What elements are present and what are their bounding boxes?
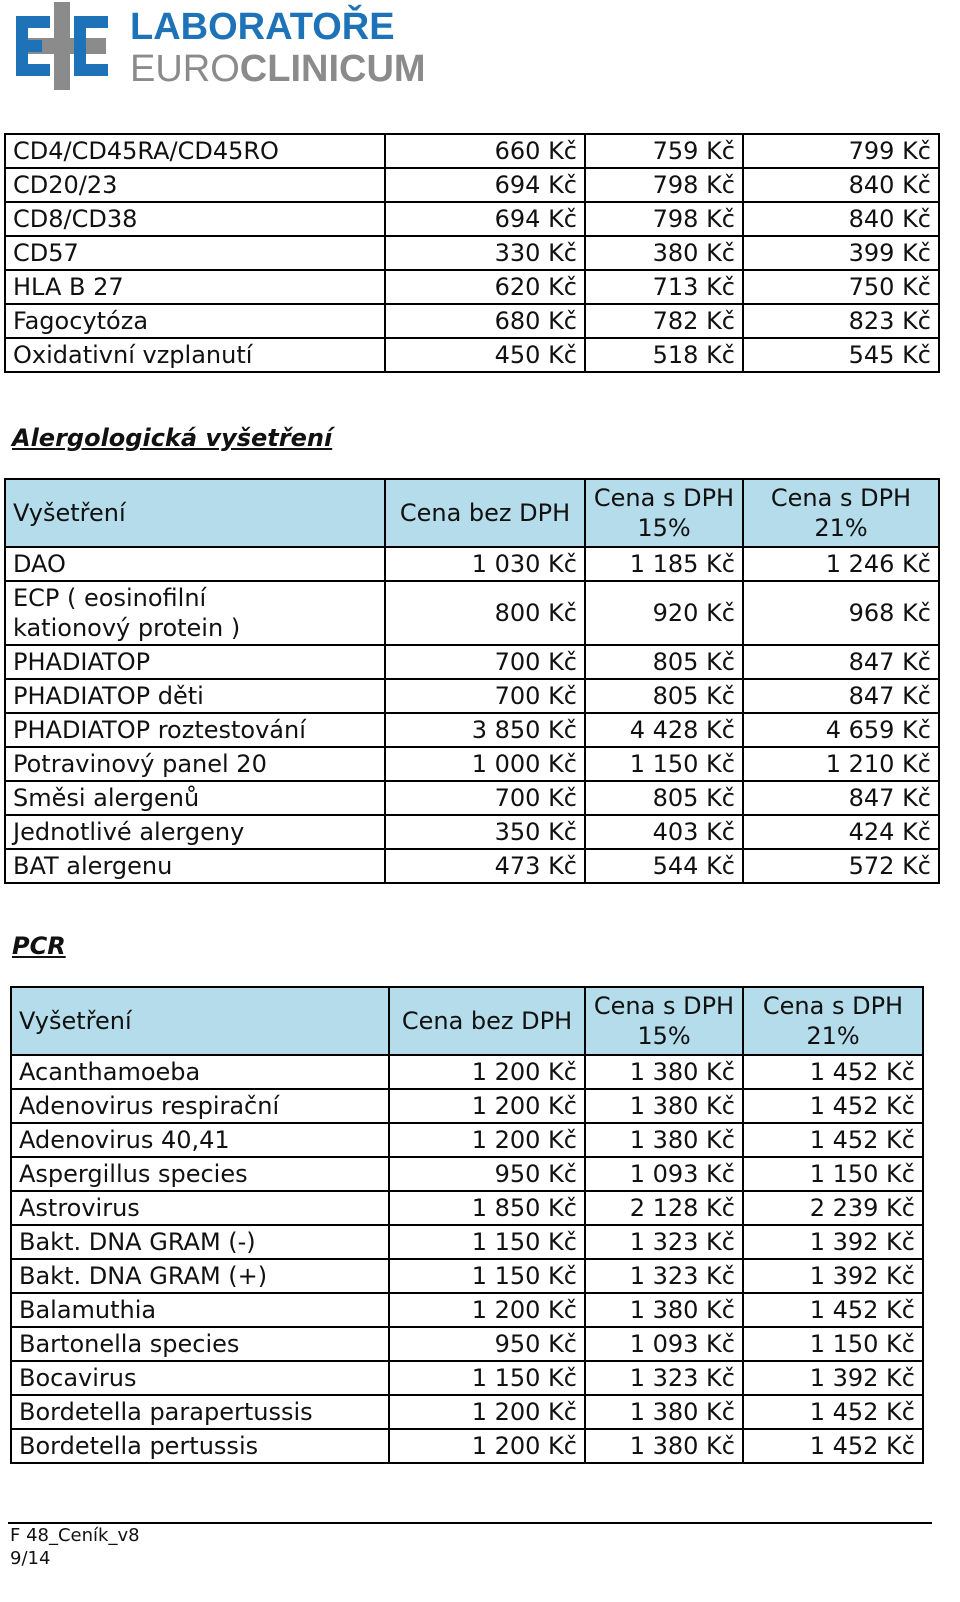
price-vat15-cell: 4 428 Kč xyxy=(585,713,743,747)
test-name-cell: DAO xyxy=(5,547,385,581)
price-table-continued xyxy=(4,133,940,373)
test-name-cell: Fagocytóza xyxy=(5,304,385,338)
header-cell: Cena s DPH 15% xyxy=(585,987,743,1055)
price-no-vat-cell: 700 Kč xyxy=(385,645,585,679)
price-vat15-cell: 782 Kč xyxy=(585,304,743,338)
price-vat21-cell: 1 150 Kč xyxy=(743,1157,923,1191)
price-vat15-cell: 805 Kč xyxy=(585,645,743,679)
table-row xyxy=(5,236,939,270)
table-row xyxy=(11,1123,923,1157)
table-row xyxy=(5,849,939,883)
test-name-cell: HLA B 27 xyxy=(5,270,385,304)
price-vat21-cell: 799 Kč xyxy=(743,134,939,168)
price-no-vat-cell: 660 Kč xyxy=(385,134,585,168)
price-vat15-cell: 544 Kč xyxy=(585,849,743,883)
price-table-pcr xyxy=(10,986,924,1464)
table-row xyxy=(5,581,939,645)
price-vat21-cell: 840 Kč xyxy=(743,168,939,202)
table-row xyxy=(11,1089,923,1123)
price-vat15-cell: 1 380 Kč xyxy=(585,1395,743,1429)
price-no-vat-cell: 1 200 Kč xyxy=(389,1123,585,1157)
price-no-vat-cell: 1 200 Kč xyxy=(389,1293,585,1327)
price-no-vat-cell: 950 Kč xyxy=(389,1157,585,1191)
test-name-cell: Astrovirus xyxy=(11,1191,389,1225)
header-cell: Vyšetření xyxy=(5,479,385,547)
price-vat21-cell: 424 Kč xyxy=(743,815,939,849)
price-vat15-cell: 920 Kč xyxy=(585,581,743,645)
price-vat15-cell: 1 380 Kč xyxy=(585,1123,743,1157)
test-name-cell: PHADIATOP xyxy=(5,645,385,679)
price-no-vat-cell: 620 Kč xyxy=(385,270,585,304)
test-name-cell: CD20/23 xyxy=(5,168,385,202)
price-no-vat-cell: 1 200 Kč xyxy=(389,1395,585,1429)
price-vat15-cell: 380 Kč xyxy=(585,236,743,270)
table-header-row xyxy=(5,479,939,547)
price-no-vat-cell: 473 Kč xyxy=(385,849,585,883)
header-cell: Cena bez DPH xyxy=(385,479,585,547)
price-vat15-cell: 2 128 Kč xyxy=(585,1191,743,1225)
test-name-cell: Adenovirus 40,41 xyxy=(11,1123,389,1157)
price-vat21-cell: 847 Kč xyxy=(743,645,939,679)
logo-text-line1: LABORATOŘE xyxy=(130,6,395,48)
price-vat21-cell: 1 452 Kč xyxy=(743,1123,923,1157)
table-row xyxy=(5,815,939,849)
price-vat21-cell: 1 210 Kč xyxy=(743,747,939,781)
price-vat15-cell: 1 380 Kč xyxy=(585,1293,743,1327)
price-no-vat-cell: 1 000 Kč xyxy=(385,747,585,781)
price-vat21-cell: 1 452 Kč xyxy=(743,1089,923,1123)
table-row xyxy=(5,134,939,168)
table-row xyxy=(11,1429,923,1463)
price-vat15-cell: 1 380 Kč xyxy=(585,1429,743,1463)
price-vat21-cell: 2 239 Kč xyxy=(743,1191,923,1225)
price-vat15-cell: 1 323 Kč xyxy=(585,1225,743,1259)
price-no-vat-cell: 3 850 Kč xyxy=(385,713,585,747)
price-vat15-cell: 713 Kč xyxy=(585,270,743,304)
test-name-cell: ECP ( eosinofilní kationový protein ) xyxy=(5,581,385,645)
table-row xyxy=(11,1395,923,1429)
price-vat21-cell: 1 392 Kč xyxy=(743,1361,923,1395)
test-name-cell: Balamuthia xyxy=(11,1293,389,1327)
price-no-vat-cell: 950 Kč xyxy=(389,1327,585,1361)
footer-document-id: F 48_Ceník_v8 xyxy=(10,1525,140,1546)
test-name-cell: Aspergillus species xyxy=(11,1157,389,1191)
test-name-cell: Bakt. DNA GRAM (-) xyxy=(11,1225,389,1259)
price-vat15-cell: 1 185 Kč xyxy=(585,547,743,581)
price-vat15-cell: 1 323 Kč xyxy=(585,1259,743,1293)
ec-logo-mark-icon xyxy=(12,2,112,90)
table-row xyxy=(11,1157,923,1191)
price-no-vat-cell: 694 Kč xyxy=(385,168,585,202)
price-no-vat-cell: 330 Kč xyxy=(385,236,585,270)
test-name-cell: Bocavirus xyxy=(11,1361,389,1395)
table-row xyxy=(5,304,939,338)
price-vat15-cell: 805 Kč xyxy=(585,679,743,713)
price-vat15-cell: 518 Kč xyxy=(585,338,743,372)
price-vat21-cell: 968 Kč xyxy=(743,581,939,645)
test-name-cell: Bordetella pertussis xyxy=(11,1429,389,1463)
test-name-cell: BAT alergenu xyxy=(5,849,385,883)
table-row xyxy=(5,547,939,581)
table-row xyxy=(5,202,939,236)
test-name-cell: PHADIATOP děti xyxy=(5,679,385,713)
table-row xyxy=(11,1293,923,1327)
price-vat15-cell: 1 150 Kč xyxy=(585,747,743,781)
price-no-vat-cell: 680 Kč xyxy=(385,304,585,338)
header-cell: Cena s DPH 15% xyxy=(585,479,743,547)
table-row xyxy=(5,747,939,781)
table-row xyxy=(5,713,939,747)
price-vat15-cell: 1 380 Kč xyxy=(585,1055,743,1089)
price-vat15-cell: 1 093 Kč xyxy=(585,1327,743,1361)
price-vat21-cell: 1 452 Kč xyxy=(743,1293,923,1327)
table-row xyxy=(5,645,939,679)
price-vat15-cell: 759 Kč xyxy=(585,134,743,168)
test-name-cell: Oxidativní vzplanutí xyxy=(5,338,385,372)
table-row xyxy=(5,781,939,815)
table-row xyxy=(5,270,939,304)
price-vat21-cell: 572 Kč xyxy=(743,849,939,883)
price-vat21-cell: 1 452 Kč xyxy=(743,1055,923,1089)
test-name-cell: Jednotlivé alergeny xyxy=(5,815,385,849)
price-table-allergology xyxy=(4,478,940,884)
logo-text-euro: EURO xyxy=(130,48,240,90)
test-name-cell: Acanthamoeba xyxy=(11,1055,389,1089)
price-no-vat-cell: 1 150 Kč xyxy=(389,1361,585,1395)
table-header-row xyxy=(11,987,923,1055)
price-vat21-cell: 399 Kč xyxy=(743,236,939,270)
price-vat15-cell: 403 Kč xyxy=(585,815,743,849)
header-cell: Cena s DPH 21% xyxy=(743,987,923,1055)
price-vat15-cell: 798 Kč xyxy=(585,168,743,202)
price-vat21-cell: 1 392 Kč xyxy=(743,1225,923,1259)
logo-text-line2 xyxy=(130,48,426,91)
price-no-vat-cell: 1 200 Kč xyxy=(389,1089,585,1123)
price-vat15-cell: 805 Kč xyxy=(585,781,743,815)
price-vat21-cell: 4 659 Kč xyxy=(743,713,939,747)
price-vat15-cell: 1 380 Kč xyxy=(585,1089,743,1123)
lab-logo xyxy=(12,2,452,90)
price-vat21-cell: 1 150 Kč xyxy=(743,1327,923,1361)
price-vat21-cell: 750 Kč xyxy=(743,270,939,304)
price-vat21-cell: 823 Kč xyxy=(743,304,939,338)
price-no-vat-cell: 1 150 Kč xyxy=(389,1259,585,1293)
table-row xyxy=(11,1259,923,1293)
price-vat21-cell: 847 Kč xyxy=(743,679,939,713)
price-no-vat-cell: 700 Kč xyxy=(385,679,585,713)
test-name-cell: Adenovirus respirační xyxy=(11,1089,389,1123)
test-name-cell: Potravinový panel 20 xyxy=(5,747,385,781)
footer-divider xyxy=(8,1522,932,1524)
table-row xyxy=(5,168,939,202)
test-name-cell: Bakt. DNA GRAM (+) xyxy=(11,1259,389,1293)
price-vat21-cell: 1 452 Kč xyxy=(743,1395,923,1429)
price-vat15-cell: 1 323 Kč xyxy=(585,1361,743,1395)
table-row xyxy=(11,1055,923,1089)
price-no-vat-cell: 694 Kč xyxy=(385,202,585,236)
price-no-vat-cell: 350 Kč xyxy=(385,815,585,849)
test-name-cell: Bartonella species xyxy=(11,1327,389,1361)
test-name-cell: CD4/CD45RA/CD45RO xyxy=(5,134,385,168)
price-vat15-cell: 798 Kč xyxy=(585,202,743,236)
price-no-vat-cell: 1 030 Kč xyxy=(385,547,585,581)
price-no-vat-cell: 450 Kč xyxy=(385,338,585,372)
table-row xyxy=(11,1225,923,1259)
price-no-vat-cell: 1 200 Kč xyxy=(389,1429,585,1463)
table-row xyxy=(5,679,939,713)
test-name-cell: Bordetella parapertussis xyxy=(11,1395,389,1429)
test-name-cell: CD8/CD38 xyxy=(5,202,385,236)
price-vat21-cell: 1 392 Kč xyxy=(743,1259,923,1293)
logo-text-clinicum: CLINICUM xyxy=(239,48,426,90)
price-no-vat-cell: 1 850 Kč xyxy=(389,1191,585,1225)
table-row xyxy=(11,1361,923,1395)
header-cell: Vyšetření xyxy=(11,987,389,1055)
price-no-vat-cell: 1 150 Kč xyxy=(389,1225,585,1259)
test-name-cell: Směsi alergenů xyxy=(5,781,385,815)
table-row xyxy=(5,338,939,372)
price-no-vat-cell: 1 200 Kč xyxy=(389,1055,585,1089)
price-vat21-cell: 1 246 Kč xyxy=(743,547,939,581)
header-cell: Cena bez DPH xyxy=(389,987,585,1055)
footer-page-number: 9/14 xyxy=(10,1548,51,1569)
test-name-cell: CD57 xyxy=(5,236,385,270)
price-vat21-cell: 840 Kč xyxy=(743,202,939,236)
section-title-pcr: PCR xyxy=(12,932,66,960)
header-cell: Cena s DPH 21% xyxy=(743,479,939,547)
price-vat15-cell: 1 093 Kč xyxy=(585,1157,743,1191)
test-name-cell: PHADIATOP roztestování xyxy=(5,713,385,747)
section-title-allergology: Alergologická vyšetření xyxy=(12,424,333,452)
price-vat21-cell: 847 Kč xyxy=(743,781,939,815)
table-row xyxy=(11,1327,923,1361)
price-vat21-cell: 1 452 Kč xyxy=(743,1429,923,1463)
price-vat21-cell: 545 Kč xyxy=(743,338,939,372)
price-no-vat-cell: 800 Kč xyxy=(385,581,585,645)
price-no-vat-cell: 700 Kč xyxy=(385,781,585,815)
table-row xyxy=(11,1191,923,1225)
